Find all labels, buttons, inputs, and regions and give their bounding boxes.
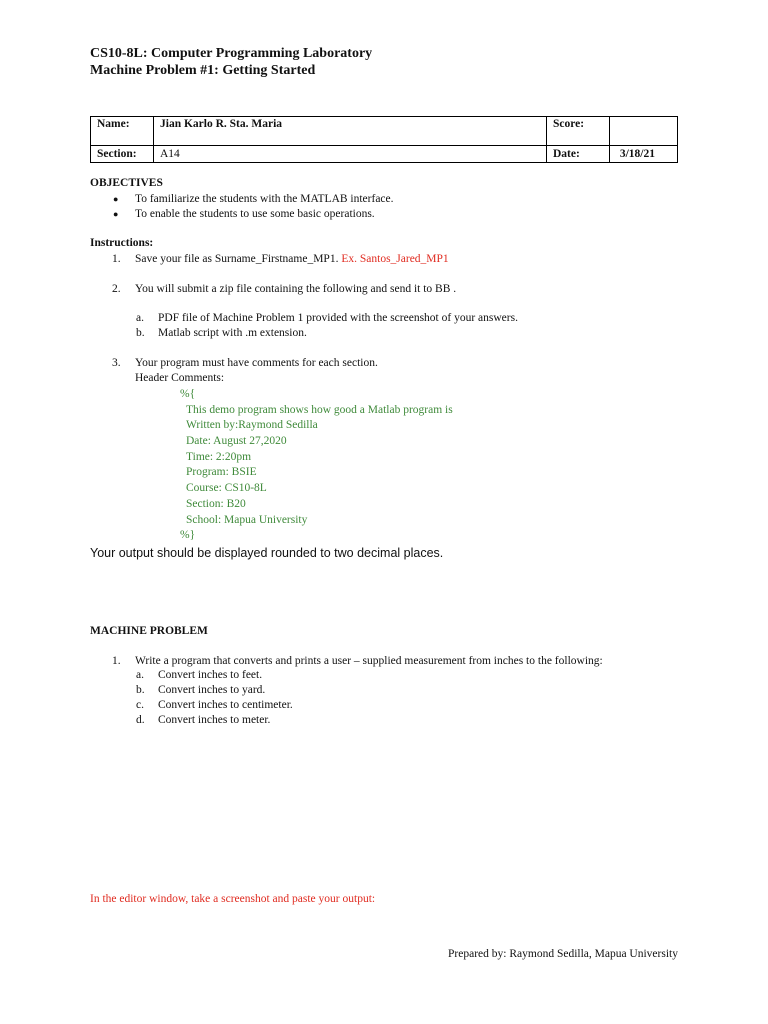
student-info-table	[90, 116, 678, 163]
bullet-icon: ●	[113, 209, 119, 219]
list-item	[113, 193, 118, 205]
sub-item-text: Convert inches to yard.	[158, 684, 266, 696]
step-number: 1.	[112, 253, 121, 265]
sub-item-text: PDF file of Machine Problem 1 provided with the screenshot of your answers.	[158, 312, 518, 324]
course-title: CS10-8L: Computer Programming Laboratory	[90, 46, 373, 61]
sub-item-letter: b.	[136, 327, 145, 339]
step-2-text: You will submit a zip file containing the following and send it to BB .	[135, 283, 457, 295]
sub-item-letter: a.	[136, 669, 144, 681]
sub-item-text: Convert inches to feet.	[158, 669, 263, 681]
name-label: Name:	[91, 117, 154, 146]
header-comments-label: Header Comments:	[135, 372, 225, 384]
sub-item-letter: b.	[136, 684, 145, 696]
section-label: Section:	[91, 146, 154, 163]
objective-item: To familiarize the students with the MATLAB interface.	[135, 193, 394, 205]
step-number: 2.	[112, 283, 121, 295]
mp-item-text: Write a program that converts and prints a user – supplied measurement from inches to the following:	[135, 655, 603, 667]
comment-line: School: Mapua University	[186, 514, 308, 526]
score-label: Score:	[547, 117, 610, 146]
problem-title: Machine Problem #1: Getting Started	[90, 63, 316, 78]
bullet-icon: ●	[113, 194, 119, 204]
comment-line: Course: CS10-8L	[186, 482, 267, 494]
sub-item-letter: d.	[136, 714, 145, 726]
table-row	[91, 146, 678, 163]
footer-prepared-by: Prepared by: Raymond Sedilla, Mapua University	[448, 948, 678, 960]
comment-line: Written by:Raymond Sedilla	[186, 419, 318, 431]
comment-line: Date: August 27,2020	[186, 435, 287, 447]
date-label: Date:	[547, 146, 610, 163]
objective-item: To enable the students to use some basic operations.	[135, 208, 375, 220]
output-note: Your output should be displayed rounded to two decimal places.	[90, 546, 444, 560]
sub-item-letter: c.	[136, 699, 144, 711]
date-value: 3/18/21	[610, 146, 678, 163]
name-value: Jian Karlo R. Sta. Maria	[154, 117, 547, 146]
mp-item-number: 1.	[112, 655, 121, 667]
comment-open: %{	[180, 388, 196, 400]
step-3-text: Your program must have comments for each section.	[135, 357, 378, 369]
step-1	[135, 253, 449, 265]
comment-line: Time: 2:20pm	[186, 451, 252, 463]
list-item	[113, 208, 118, 220]
sub-item-letter: a.	[136, 312, 144, 324]
table-row	[91, 117, 678, 146]
comment-line: Section: B20	[186, 498, 246, 510]
step-number: 3.	[112, 357, 121, 369]
sub-item-text: Convert inches to meter.	[158, 714, 271, 726]
instructions-heading: Instructions:	[90, 237, 154, 249]
objectives-heading: OBJECTIVES	[90, 177, 163, 189]
editor-note: In the editor window, take a screenshot and paste your output:	[90, 893, 376, 905]
sub-item-text: Convert inches to centimeter.	[158, 699, 293, 711]
sub-item-text: Matlab script with .m extension.	[158, 327, 307, 339]
comment-close: %}	[180, 529, 196, 541]
comment-line: This demo program shows how good a Matlab program is	[186, 404, 453, 416]
step-1-text: Save your file as Surname_Firstname_MP1.	[135, 253, 339, 265]
machine-problem-heading: MACHINE PROBLEM	[90, 625, 208, 637]
step-1-example: Ex. Santos_Jared_MP1	[341, 253, 449, 265]
comment-line: Program: BSIE	[186, 466, 257, 478]
section-value: A14	[154, 146, 547, 163]
score-value	[610, 117, 678, 146]
